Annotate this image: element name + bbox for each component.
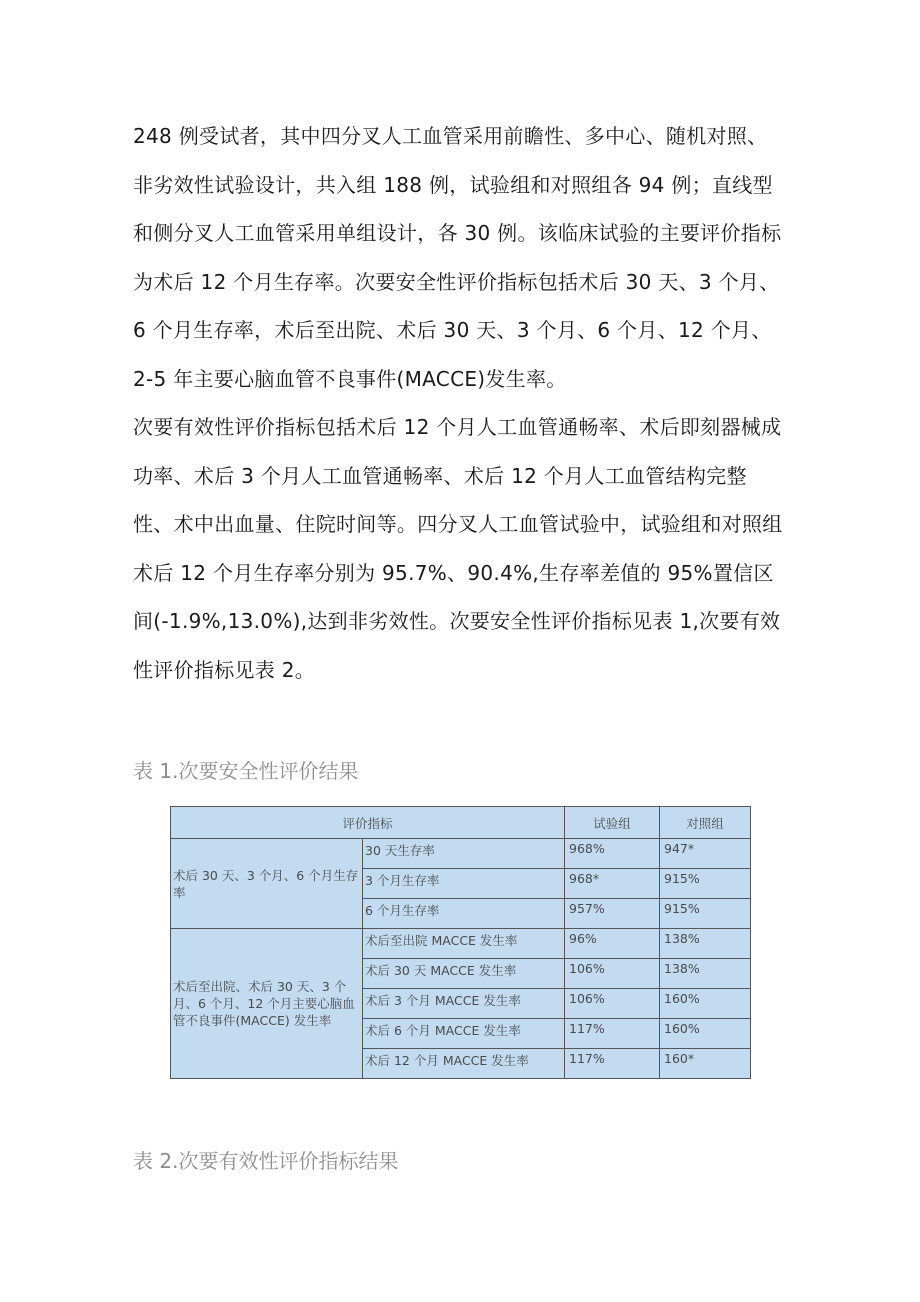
table-caption: 表 1.次要安全性评价结果 (133, 759, 359, 783)
trial-value: 957% (565, 899, 660, 929)
indicator-cell: 3 个月生存率 (363, 869, 565, 899)
group-label: 术后至出院、术后 30 天、3 个月、6 个月、12 个月主要心脑血管不良事件(MACCE) 发生率 (171, 929, 363, 1079)
body-paragraph: 248 例受试者，其中四分叉人工血管采用前瞻性、多中心、随机对照、非劣效性试验设计，共入组 188 例，试验组和对照组各 94 例；直线型和侧分叉人工血管采用单组设计，各 30 例。该临床试验的主要评价指标为术后 12 个月生存率。次要安全性评价指标包括术后 30 天、3 个月、6 个月生存率，术后至出院、术后 30 天、3 个月、6 个月、12 个月、2-5 年主要心脑血管不良事件(MACCE)发生率。 (133, 124, 782, 391)
trial-value: 117% (565, 1049, 660, 1079)
indicator-cell: 术后 12 个月 MACCE 发生率 (363, 1049, 565, 1079)
control-value: 160* (660, 1049, 751, 1079)
indicator-cell: 术后 3 个月 MACCE 发生率 (363, 989, 565, 1019)
table-header-row (171, 807, 751, 839)
indicator-cell: 术后 30 天 MACCE 发生率 (363, 959, 565, 989)
control-value: 160% (660, 1019, 751, 1049)
control-value: 915% (660, 869, 751, 899)
trial-value: 117% (565, 1019, 660, 1049)
indicator-cell: 30 天生存率 (363, 839, 565, 869)
group-label: 术后 30 天、3 个月、6 个月生存率 (171, 839, 363, 929)
trial-value: 96% (565, 929, 660, 959)
indicator-cell: 术后 6 个月 MACCE 发生率 (363, 1019, 565, 1049)
indicator-cell: 6 个月生存率 (363, 899, 565, 929)
table-row (171, 929, 751, 959)
header-indicator: 评价指标 (171, 807, 565, 839)
header-trial-group: 试验组 (565, 807, 660, 839)
control-value: 138% (660, 959, 751, 989)
table-row (171, 839, 751, 869)
control-value: 915% (660, 899, 751, 929)
control-value: 947* (660, 839, 751, 869)
indicator-cell: 术后至出院 MACCE 发生率 (363, 929, 565, 959)
trial-value: 968* (565, 869, 660, 899)
trial-value: 106% (565, 959, 660, 989)
control-value: 138% (660, 929, 751, 959)
trial-value: 968% (565, 839, 660, 869)
table-caption: 表 2.次要有效性评价指标结果 (133, 1149, 399, 1173)
body-paragraph: 次要有效性评价指标包括术后 12 个月人工血管通畅率、术后即刻器械成功率、术后 3 个月人工血管通畅率、术后 12 个月人工血管结构完整性、术中出血量、住院时间等。四分叉人工血管试验中，试验组和对照组术后 12 个月生存率分别为 95.7%、90.4%,生存率差值的 95%置信区间(-1.9%,13.0%),达到非劣效性。次要安全性评价指标见表 1,次要有效性评价指标见表 2。 (133, 415, 783, 682)
safety-results-table (170, 806, 751, 1079)
control-value: 160% (660, 989, 751, 1019)
trial-value: 106% (565, 989, 660, 1019)
header-control-group: 对照组 (660, 807, 751, 839)
